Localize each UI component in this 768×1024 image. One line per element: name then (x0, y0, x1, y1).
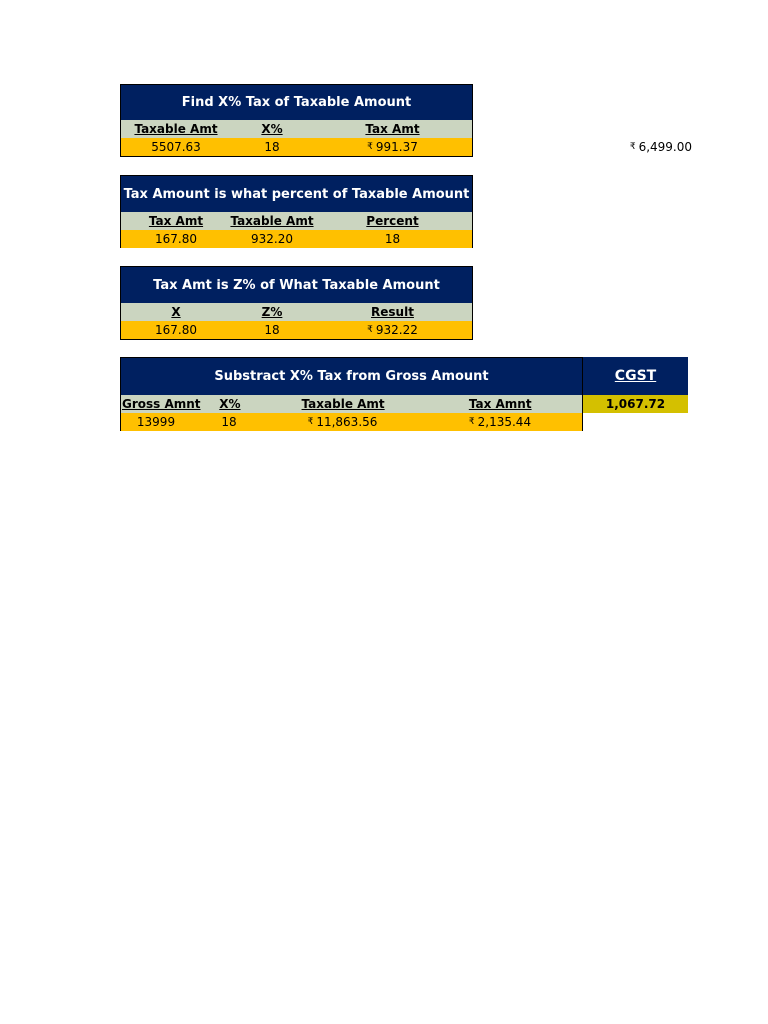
cgst-header[interactable]: CGST (583, 357, 688, 395)
tax-percent-table (120, 175, 473, 248)
rupee-icon: ₹ (468, 417, 475, 427)
rupee-icon: ₹ (629, 142, 636, 152)
tax-percent-value-row (121, 230, 472, 248)
tax-percent-title: Tax Amount is what percent of Taxable Amount (121, 176, 472, 212)
header-gross-amnt[interactable]: Gross Amnt (122, 397, 201, 411)
cgst-value[interactable]: 1,067.72 (583, 395, 688, 413)
cell-result[interactable] (313, 321, 472, 339)
header-taxable-amt[interactable]: Taxable Amt (230, 214, 314, 228)
cell-gross-amnt[interactable]: 13999 (136, 415, 176, 429)
rupee-icon: ₹ (367, 325, 373, 335)
cell-x-percent[interactable]: 18 (221, 415, 237, 429)
tax-amnt-value: 2,135.44 (477, 415, 532, 429)
taxable-amt-value: 11,863.56 (316, 415, 378, 429)
header-x[interactable]: X (171, 305, 181, 319)
header-x-percent[interactable]: X% (261, 122, 283, 136)
result-value: 932.22 (375, 323, 418, 337)
cell-x[interactable]: 167.80 (155, 323, 197, 337)
subtract-tax-header-row (121, 395, 582, 413)
find-tax-table (120, 84, 473, 157)
header-result[interactable]: Result (371, 305, 414, 319)
header-tax-amnt[interactable]: Tax Amnt (468, 397, 532, 411)
find-tax-header-row (121, 120, 472, 138)
cell-tax-amnt[interactable] (418, 413, 582, 431)
loose-value-cell[interactable] (620, 139, 692, 155)
header-taxable-amt[interactable]: Taxable Amt (301, 397, 385, 411)
cell-percent[interactable]: 18 (384, 232, 401, 246)
loose-value: 6,499.00 (638, 140, 692, 154)
rupee-icon: ₹ (307, 417, 314, 427)
header-percent[interactable]: Percent (366, 214, 419, 228)
reverse-amount-header-row (121, 303, 472, 321)
cell-taxable-amt[interactable]: 932.20 (251, 232, 293, 246)
find-tax-title: Find X% Tax of Taxable Amount (121, 85, 472, 120)
reverse-amount-table (120, 266, 473, 340)
header-taxable-amt[interactable]: Taxable Amt (134, 122, 218, 136)
subtract-tax-title: Substract X% Tax from Gross Amount (121, 358, 582, 395)
rupee-icon: ₹ (367, 142, 373, 152)
reverse-amount-title: Tax Amt is Z% of What Taxable Amount (121, 267, 472, 303)
cell-taxable-amt[interactable] (267, 413, 418, 431)
cell-taxable-amt[interactable]: 5507.63 (151, 140, 201, 154)
subtract-tax-table (120, 357, 583, 431)
tax-amt-value: 991.37 (375, 140, 418, 154)
header-z-percent[interactable]: Z% (261, 305, 283, 319)
header-x-percent[interactable]: X% (219, 397, 241, 411)
header-tax-amt[interactable]: Tax Amt (365, 122, 420, 136)
tax-percent-header-row (121, 212, 472, 230)
cell-z-percent[interactable]: 18 (264, 323, 280, 337)
find-tax-value-row (121, 138, 472, 156)
cell-tax-amt[interactable]: 167.80 (155, 232, 197, 246)
cell-tax-amt[interactable] (313, 138, 472, 156)
subtract-tax-value-row (121, 413, 582, 431)
cell-x-percent[interactable]: 18 (264, 140, 280, 154)
reverse-amount-value-row (121, 321, 472, 339)
header-tax-amt[interactable]: Tax Amt (148, 214, 204, 228)
